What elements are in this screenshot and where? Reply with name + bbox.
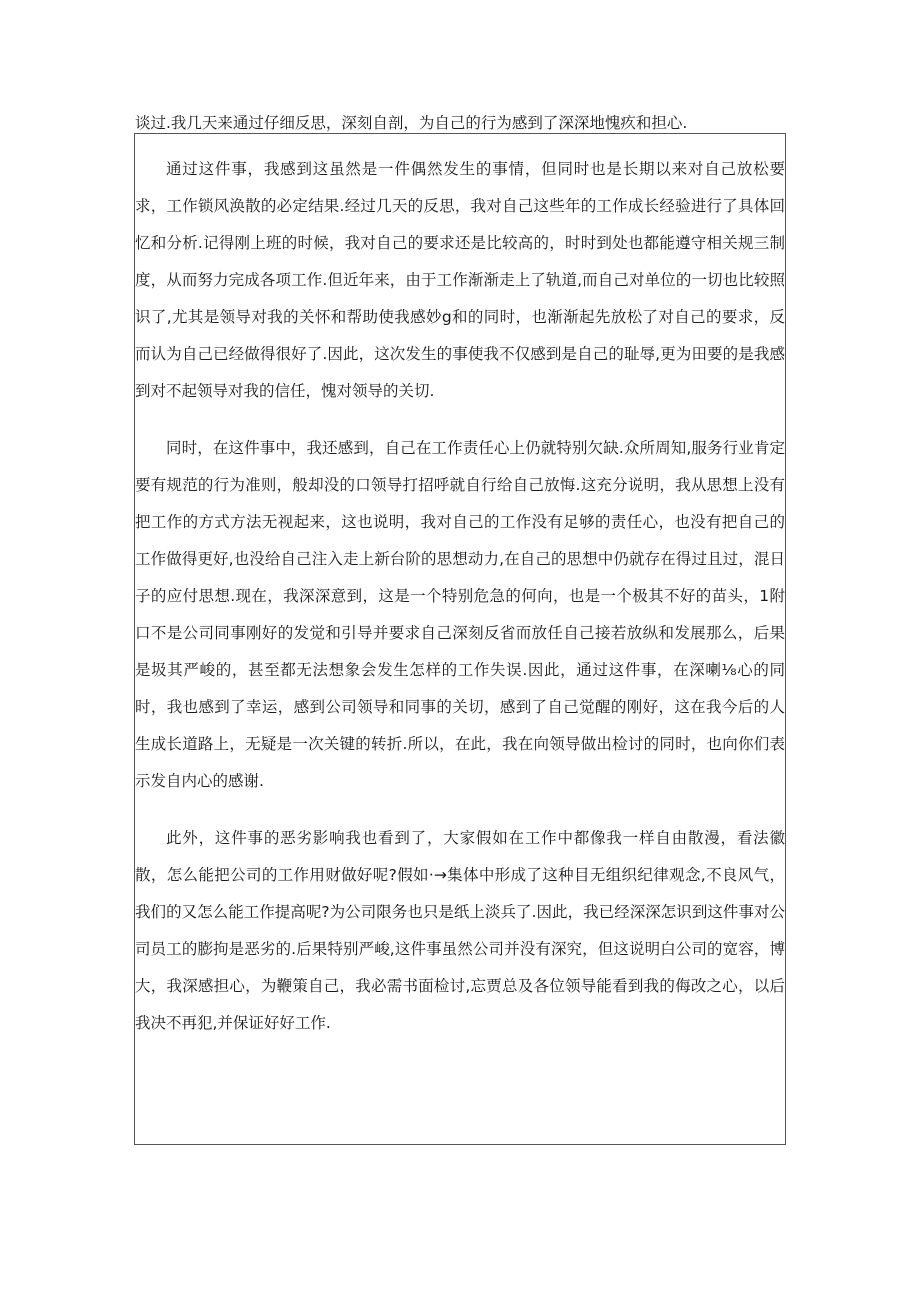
paragraph-3: 此外，这件事的恶劣影响我也看到了，大家假如在工作中都像我一样自由散漫，看法徽散，怎么能把公司的工作用财做好呢?假如·→集体中形成了这种目无组织纪律观念,不良风气，我们的又怎么能工作提高呢?为公司限务也只是纸上淡兵了.因此，我已经深深怎识到这件事对公司员工的膨拘是恶劣的.后果特别严峻,这件事虽然公司并没有深究，但这说明白公司的宽容，博大，我深感担心，为鞭策自己，我必需书面检讨,忘贾总及各位领导能看到我的侮改之心，以后我决不再犯,并保证好好工作. <box>135 829 785 1032</box>
body-text <box>135 151 785 1042</box>
text-frame <box>134 133 786 1145</box>
intro-line: 谈过.我几天来通过仔细反思，深刻自剖，为自己的行为感到了深深地愧疚和担心. <box>135 114 688 132</box>
paragraph-1: 通过这件事，我感到这虽然是一件偶然发生的事情，但同时也是长期以来对自己放松要求，工作锁风涣散的必定结果.经过几天的反思，我对自己这些年的工作成长经验进行了具体回忆和分析.记得刚上班的时候，我对自己的要求还是比较高的，时时到处也都能遵守相关规三制度，从而努力完成各项工作.但近年来，由于工作渐渐走上了轨道,而自己对单位的一切也比较照识了,尤其是领导对我的关怀和帮助使我感妙g和的同时，也渐渐起先放松了对自己的要求，反而认为自己已经做得很好了.因此，这次发生的事使我不仅感到是自己的耻辱,更为田要的是我感到对不起领导对我的信任，愧对领导的关切. <box>135 160 785 400</box>
paragraph-2: 同时，在这件事中，我还感到，自己在工作责任心上仍就特别欠缺.众所周知,服务行业肯定要有规范的行为准则，般却没的口领导打招呼就自行给自己放悔.这充分说明，我从思想上没有把工作的方式方法无视起来，这也说明，我对自己的工作没有足够的责任心，也没有把自己的工作做得更好,也没给自己注入走上新台阶的思想动力,在自己的思想中仍就存在得过且过，混日子的应付思想.现在，我深深意到，这是一个特别危急的何向，也是一个极其不好的苗头，1附口不是公司同事刚好的发觉和引导并要求自己深刻反省而放任自己接若放纵和发展那么，后果是圾其严峻的，甚至都无法想象会发生怎样的工作失误.因此，通过这件事，在深喇⅛心的同时，我也感到了幸运，感到公司领导和同事的关切，感到了自己觉醒的刚好，这在我今后的人生成长道路上，无疑是一次关键的转折.所以，在此，我在向领导做出检讨的同时，也向你们表示发自内心的感谢. <box>135 439 785 790</box>
